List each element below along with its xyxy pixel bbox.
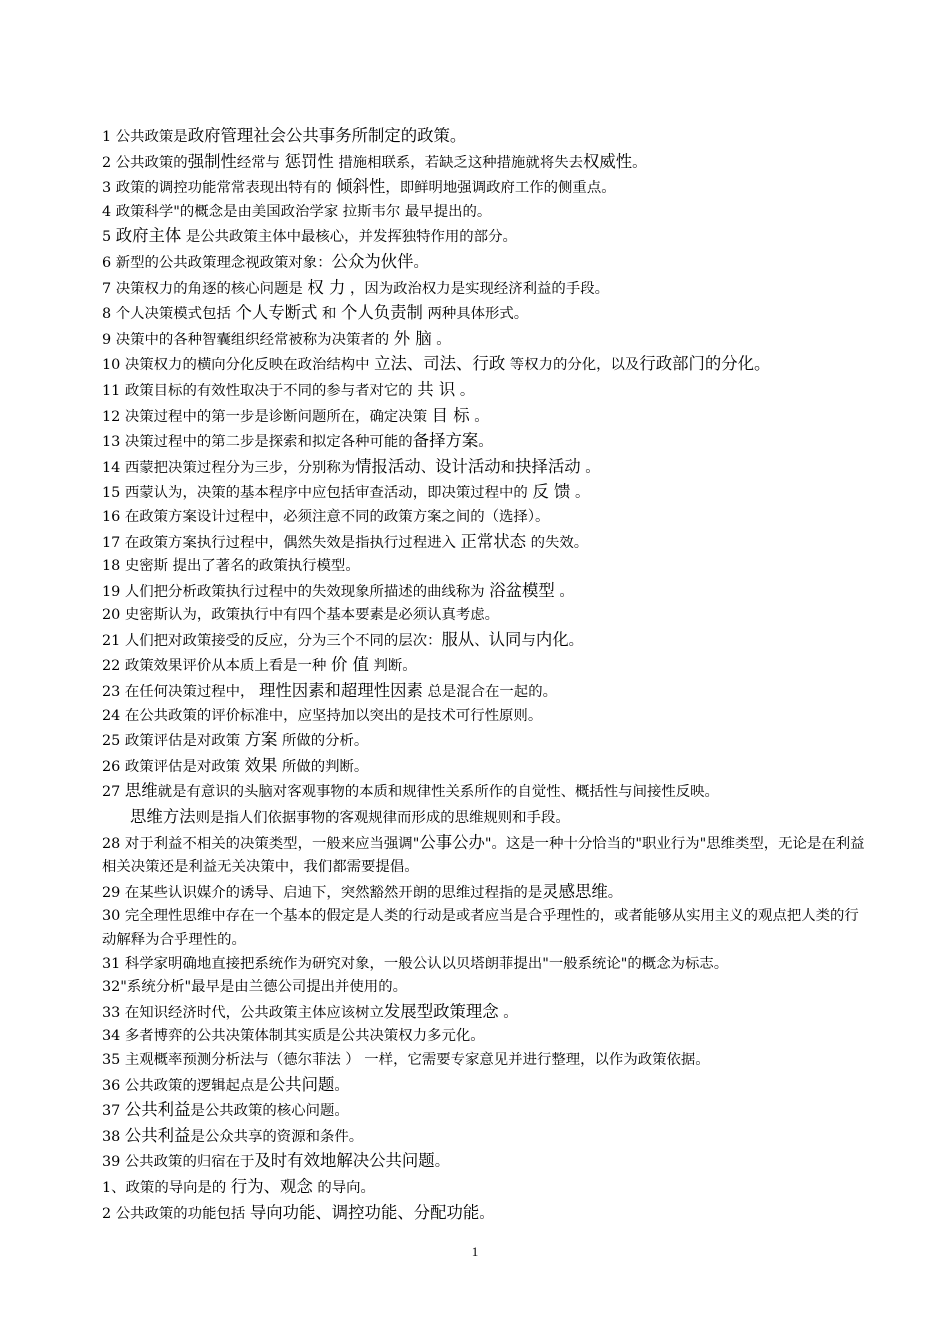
text-run: 36 公共政策的逻辑起点是 <box>102 1077 269 1094</box>
emphasis-text: 价 值 <box>330 655 369 675</box>
text-line <box>102 880 872 906</box>
text-line <box>102 378 872 404</box>
text-line <box>102 250 872 276</box>
text-line <box>102 1049 872 1073</box>
emphasis-text: 导向功能、调控功能、分配功能 <box>249 1202 480 1222</box>
text-line <box>102 480 872 506</box>
text-line <box>102 1175 872 1201</box>
text-run: 则是指人们依据事物的客观规律而形成的思维规则和手段。 <box>195 810 570 827</box>
emphasis-text: 情报活动 <box>355 456 421 476</box>
emphasis-text: 效果 <box>244 755 278 775</box>
emphasis-text: 备择方案 <box>412 431 479 451</box>
emphasis-text: 正常状态 <box>460 531 527 551</box>
emphasis-text: 行政部门的分化。 <box>639 354 771 374</box>
text-run: 22 政策效果评价从本质上看是一种 <box>102 658 331 675</box>
text-run: 和 <box>500 459 516 476</box>
text-run: 2 公共政策的 <box>102 154 188 171</box>
text-line <box>102 653 872 679</box>
page-number: 1 <box>471 1244 479 1259</box>
document-body <box>102 124 872 1226</box>
text-run: 4 政策科学"的概念是由美国政治学家 拉斯韦尔 最早提出的。 <box>102 203 492 220</box>
emphasis-text: 政府主体 <box>115 226 182 246</box>
text-run: 。 <box>455 382 475 399</box>
emphasis-text: 倾斜性 <box>336 177 386 197</box>
text-line <box>102 604 872 628</box>
emphasis-text: 个人负责制 <box>340 303 423 323</box>
text-run: 14 西蒙把决策过程分为三步，分别称为 <box>102 459 356 476</box>
text-run: 是公共政策主体中最核心，并发挥独特作用的部分。 <box>181 229 517 246</box>
text-line <box>102 276 872 302</box>
text-run: 8 个人决策模式包括 <box>102 306 236 323</box>
emphasis-text: 目 标 <box>431 405 470 425</box>
text-line <box>102 779 872 805</box>
text-line <box>102 175 872 201</box>
text-run: 28 对于利益不相关的决策类型，一般来应当强调" <box>102 835 420 852</box>
text-run: 26 政策评估是对政策 <box>102 758 245 775</box>
text-run: 23 在任何决策过程中， <box>102 684 259 701</box>
text-run: 19 人们把分析政策执行过程中的失效现象所描述的曲线称为 <box>102 583 490 600</box>
text-run: 是公共政策的核心问题。 <box>190 1103 349 1120</box>
text-line <box>102 805 872 831</box>
text-line <box>102 728 872 754</box>
text-run: 17 在政策方案执行过程中，偶然失效是指执行过程进入 <box>102 534 461 551</box>
text-line <box>102 679 872 705</box>
text-run: 18 史密斯 提出了著名的政策执行模型。 <box>102 558 360 575</box>
text-run: 37 <box>102 1103 125 1120</box>
emphasis-text: 外 脑 <box>393 328 432 348</box>
text-line <box>102 506 872 530</box>
text-run: 34 多者博弈的公共决策体制其实质是公共决策权力多元化。 <box>102 1028 485 1045</box>
text-run: 和 <box>317 306 341 323</box>
text-run: 1 公共政策是 <box>102 129 188 145</box>
text-run: 38 <box>102 1128 125 1145</box>
text-run: 。 <box>469 408 489 425</box>
text-line <box>102 150 872 176</box>
text-line <box>102 555 872 579</box>
text-run: 。 <box>434 1154 450 1171</box>
text-run: 10 决策权力的横向分化反映在政治结构中 <box>102 357 375 374</box>
text-run: 29 在某些认识媒介的诱导、启迪下，突然豁然开朗的思维过程指的是 <box>102 884 543 901</box>
text-run: 所做的分析。 <box>277 733 369 750</box>
text-run: ，因为政治权力是实现经济利益的手段。 <box>345 280 609 297</box>
text-line <box>102 455 872 481</box>
emphasis-text: 思维 <box>124 781 158 801</box>
text-run: 。 <box>607 884 623 901</box>
text-run: 。 <box>479 1205 494 1222</box>
text-run: 3 政策的调控功能常常表现出特有的 <box>102 180 337 197</box>
text-line <box>102 1000 872 1026</box>
text-line <box>102 831 872 880</box>
text-run: 24 在公共政策的评价标准中，应坚持加以突出的是技术可行性原则。 <box>102 707 543 724</box>
text-run: 就是有意识的头脑对客观事物的本质和规律性关系所作的自觉性、概括性与间接性反映。 <box>157 784 719 801</box>
emphasis-text: 发展型政策理念 <box>383 1001 499 1021</box>
text-run: 1、政策的导向是的 <box>102 1179 231 1196</box>
text-run: 5 <box>102 229 116 246</box>
text-line <box>102 429 872 455</box>
emphasis-text: 公共利益 <box>124 1125 191 1145</box>
emphasis-text: 服从 <box>441 629 475 649</box>
text-line <box>102 201 872 225</box>
text-run: 的导向。 <box>312 1179 375 1196</box>
text-run: 12 决策过程中的第一步是诊断问题所在，确定决策 <box>102 408 432 425</box>
text-run: 是公众共享的资源和条件。 <box>190 1128 364 1145</box>
text-run: 9 决策中的各种智囊组织经常被称为决策者的 <box>102 331 394 348</box>
text-line <box>102 905 872 952</box>
emphasis-text: 浴盆模型 <box>489 580 555 600</box>
text-line <box>102 1124 872 1150</box>
emphasis-text: 公共利益 <box>124 1100 191 1120</box>
emphasis-text: 反 馈 <box>532 482 571 502</box>
text-line <box>102 301 872 327</box>
emphasis-text: 权威性 <box>583 151 633 171</box>
text-run: 13 决策过程中的第二步是探索和拟定各种可能的 <box>102 434 413 451</box>
text-run: 7 决策权力的角逐的核心问题是 <box>102 280 308 297</box>
text-run: 。 <box>632 154 647 171</box>
text-run: 两种具体形式。 <box>422 306 529 323</box>
text-run: 总是混合在一起的。 <box>422 684 557 701</box>
text-run: 16 在政策方案设计过程中，必须注意不同的政策方案之间的（选择）。 <box>102 508 550 525</box>
text-run: 、 <box>420 459 436 476</box>
text-run: 20 史密斯认为，政策执行中有四个基本要素是必须认真考虑。 <box>102 607 500 624</box>
text-run: 与 <box>521 632 536 649</box>
text-run: 35 主观概率预测分析法与（德尔菲法 ） 一样，它需要专家意见并进行整理，以作为政策依据。 <box>102 1051 710 1068</box>
text-run: "。这是一种十分恰当的"职业行为"思维类型，无论是在利益相关决策还是利益无关决策中，我们都需要提倡。 <box>102 835 865 876</box>
text-line <box>102 1201 872 1227</box>
text-run: 经常与 <box>236 154 285 171</box>
emphasis-text: 思维方法 <box>130 807 196 827</box>
text-line <box>102 1098 872 1124</box>
text-run: ，即鲜明地强调政府工作的侧重点。 <box>385 180 616 197</box>
text-run: 。 <box>554 583 574 600</box>
text-run: 。 <box>431 331 451 348</box>
text-run: 32"系统分析"最早是由兰德公司提出并使用的。 <box>102 979 407 996</box>
text-run: 21 人们把对政策接受的反应，分为三个不同的层次： <box>102 632 442 649</box>
emphasis-text: 理性因素和超理性因素 <box>258 681 423 701</box>
text-line <box>102 1073 872 1099</box>
text-line <box>102 124 872 150</box>
text-run: 。 <box>334 1077 349 1094</box>
text-run: 所做的判断。 <box>277 758 369 775</box>
text-run: 6 新型的公共政策理念视政策对象： <box>102 254 332 271</box>
emphasis-text: 个人专断式 <box>235 303 318 323</box>
text-line <box>102 1025 872 1049</box>
text-run: 的失效。 <box>526 534 589 551</box>
text-run: 判断。 <box>368 658 417 675</box>
emphasis-text: 公众为伙伴 <box>331 251 414 271</box>
text-run: 。 <box>580 459 600 476</box>
emphasis-text: 共 识 <box>417 379 456 399</box>
text-run: 31 科学家明确地直接把系统作为研究对象，一般公认以贝塔朗菲提出"一般系统论"的概念为标志。 <box>102 955 729 972</box>
text-run: 11 政策目标的有效性取决于不同的参与者对它的 <box>102 382 418 399</box>
text-line <box>102 327 872 353</box>
emphasis-text: 方案 <box>244 730 278 750</box>
text-run: 30 完全理性思维中存在一个基本的假定是人类的行动是或者应当是合乎理性的，或者能够从实用主义的观点把人类的行动解释为合乎理性的。 <box>102 908 859 948</box>
text-run: 、 <box>474 632 489 649</box>
text-run: 。 <box>570 485 590 502</box>
text-run: 等权力的分化，以及 <box>505 357 640 374</box>
emphasis-text: 惩罚性 <box>284 151 334 171</box>
text-line <box>102 530 872 556</box>
emphasis-text: 权 力 <box>307 277 346 297</box>
emphasis-text: 政府管理社会公共事务所制定的政策。 <box>187 126 467 145</box>
text-line <box>102 579 872 605</box>
text-run: 15 西蒙认为，决策的基本程序中应包括审查活动，即决策过程中的 <box>102 485 533 502</box>
text-line <box>102 628 872 654</box>
emphasis-text: 公共问题 <box>268 1074 335 1094</box>
emphasis-text: 及时有效地解决公共问题 <box>254 1151 435 1171</box>
emphasis-text: 灵感思维 <box>542 881 608 901</box>
emphasis-text: 公事公办 <box>419 832 485 852</box>
text-run: 33 在知识经济时代，公共政策主体应该树立 <box>102 1004 384 1021</box>
text-run: 27 <box>102 784 125 801</box>
text-run: 。 <box>568 632 584 649</box>
text-line <box>102 224 872 250</box>
text-line <box>102 705 872 729</box>
emphasis-text: 抉择活动 <box>515 456 581 476</box>
text-run: 措施相联系，若缺乏这种措施就将失去 <box>333 154 583 171</box>
text-line <box>102 404 872 430</box>
text-line <box>102 1149 872 1175</box>
text-line <box>102 953 872 977</box>
emphasis-text: 行为、观念 <box>230 1176 313 1196</box>
text-run: 。 <box>498 1004 518 1021</box>
text-line <box>102 352 872 378</box>
text-run: 25 政策评估是对政策 <box>102 733 245 750</box>
emphasis-text: 设计活动 <box>435 456 501 476</box>
text-run: 2 公共政策的功能包括 <box>102 1205 250 1222</box>
text-run: 。 <box>478 434 493 451</box>
text-run: 。 <box>413 254 428 271</box>
text-line <box>102 754 872 780</box>
text-line <box>102 976 872 1000</box>
emphasis-text: 强制性 <box>187 151 237 171</box>
text-run: 39 公共政策的归宿在于 <box>102 1154 255 1171</box>
emphasis-text: 认同 <box>488 629 522 649</box>
emphasis-text: 立法、司法、行政 <box>374 354 506 374</box>
emphasis-text: 内化 <box>535 629 569 649</box>
